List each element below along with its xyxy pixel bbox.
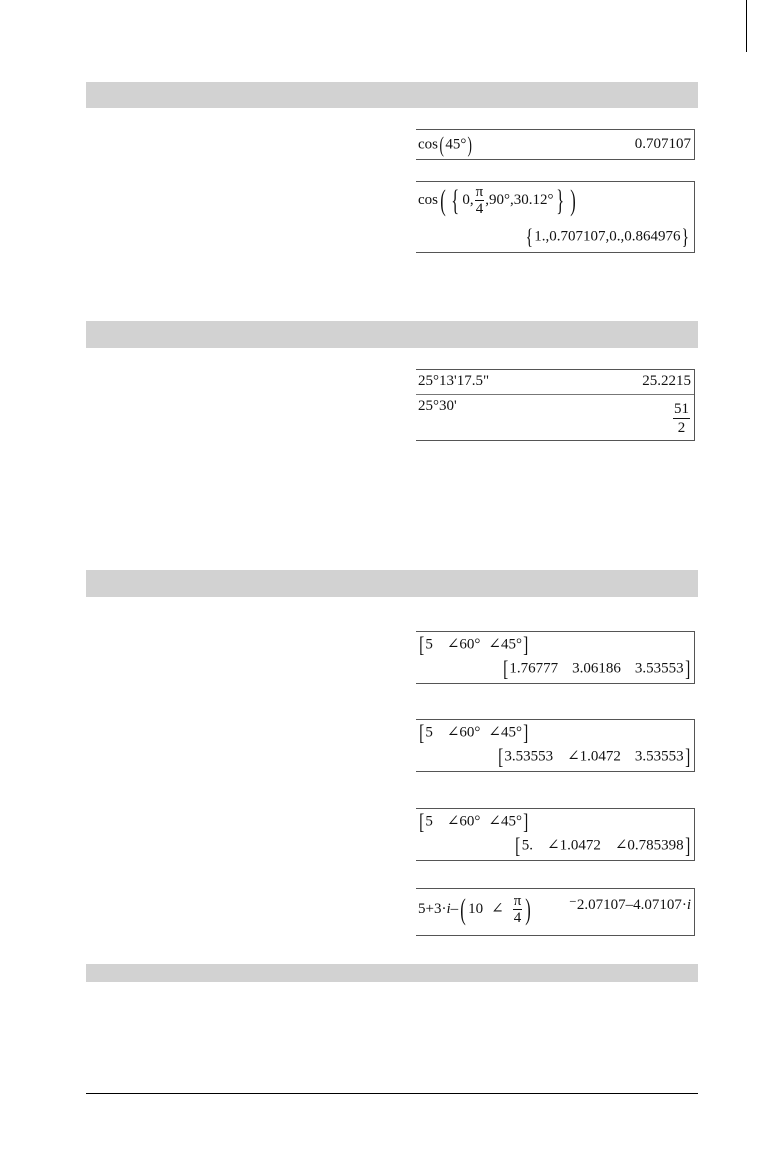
calc-result: [1.76777 3.06186 3.53553]	[503, 656, 690, 681]
calc-input: 25°13'17.5"	[418, 373, 490, 389]
calc-result: { 1.,0.707107,0.,0.864976}	[525, 224, 690, 249]
calc-result: [3.53553 ∠1.0472 3.53553]	[498, 744, 690, 769]
entry-divider	[416, 394, 694, 395]
section-header-bar-1	[86, 82, 698, 108]
calc-input: cos(45°)	[418, 132, 473, 157]
calc-input: 25°30'	[418, 398, 457, 414]
calc-input: [5 ∠60° ∠45°]	[419, 809, 529, 834]
calc-example-cos-list	[416, 181, 695, 253]
fraction: $\frac{\pi}{4}$	[513, 893, 522, 926]
calc-input: 5+3·i–( 10 ∠ $\frac{\pi}{4}$ )	[418, 892, 532, 926]
calc-example-cos-45	[416, 129, 695, 160]
footer-rule	[86, 1093, 698, 1094]
section-header-bar-3	[86, 570, 698, 597]
calc-example-vector-cylindrical	[416, 719, 695, 772]
calc-result: [5. ∠1.0472 ∠0.785398]	[515, 833, 690, 858]
calc-input: [5 ∠60° ∠45°]	[419, 720, 529, 745]
fraction: $\frac{51}{2}$	[674, 401, 689, 436]
calc-result: 0.707107	[634, 136, 691, 152]
calc-example-complex	[416, 888, 695, 936]
calc-result: ⁻2.07107–4.07107·i	[568, 897, 691, 913]
calc-result: 25.2215	[642, 373, 691, 389]
calc-example-vector-rect	[416, 631, 695, 684]
calc-input: [5 ∠60° ∠45°]	[419, 632, 529, 657]
calc-input: cos( { 0, $\frac{\pi}{4}$ ,90°,30.12° } )	[418, 183, 576, 217]
fraction: $\frac{\pi}{4}$	[475, 184, 484, 217]
section-header-bar-4	[86, 964, 698, 982]
calc-result	[672, 400, 691, 437]
calc-example-dms	[416, 369, 695, 441]
calc-example-vector-spherical	[416, 808, 695, 861]
section-header-bar-2	[86, 321, 698, 348]
crop-mark	[746, 0, 747, 52]
